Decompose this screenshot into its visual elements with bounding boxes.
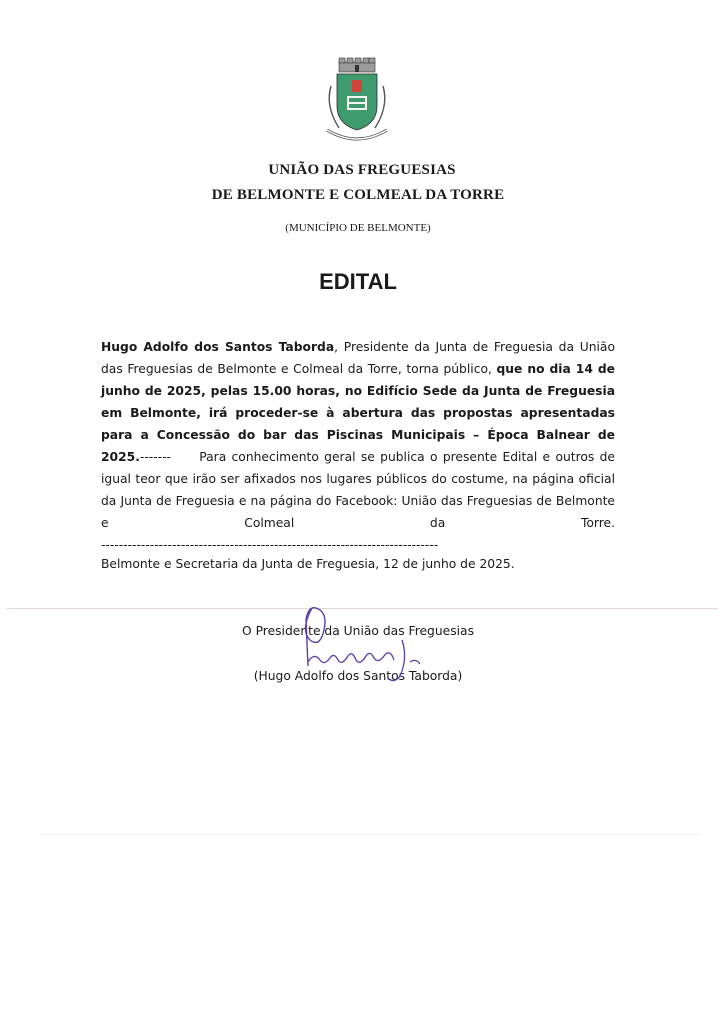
dash-filler-long: ---------------------------------------------------------------------------- [101,538,439,552]
dash-filler-short: ------- [139,450,171,464]
signature-name: (Hugo Adolfo dos Santos Taborda) [253,669,463,683]
header-line-2: DE BELMONTE E COLMEAL DA TORRE [211,187,505,203]
coat-of-arms-icon [317,56,397,146]
body-text-1: , Presidente da Junta de Freguesia da União das Freguesias de Belmonte e Colmeal da Torre, torna público, [101,340,615,376]
body-text-2: Para conhecimento geral se publica o presente Edital e outros de igual teor que irão ser afixados nos lugares públicos do costume, na página oficial da Junta de Freguesia e na página do Facebook: União das Freguesias de Belmonte e Colmeal da Torre. [101,450,615,530]
dateline: Belmonte e Secretaria da Junta de Freguesia, 12 de junho de 2025. [101,557,515,571]
document-title: EDITAL [319,269,397,294]
municipality-label: (MUNICÍPIO DE BELMONTE) [285,222,431,234]
body-bold-announcement: que no dia 14 de junho de 2025, pelas 15.00 horas, no Edifício Sede da Junta de Freguesia em Belmonte, irá proceder-se à abertura das propostas apresentadas para a Concessão do bar das Piscinas Municipais – Época Balnear de 2025. [101,362,615,464]
header-line-1: UNIÃO DAS FREGUESIAS [268,162,456,178]
edital-body [101,336,615,556]
signature-role: O Presidente da União das Freguesias [242,624,474,638]
faint-divider [40,834,700,835]
divider [6,608,718,609]
president-name: Hugo Adolfo dos Santos Taborda [101,340,335,354]
